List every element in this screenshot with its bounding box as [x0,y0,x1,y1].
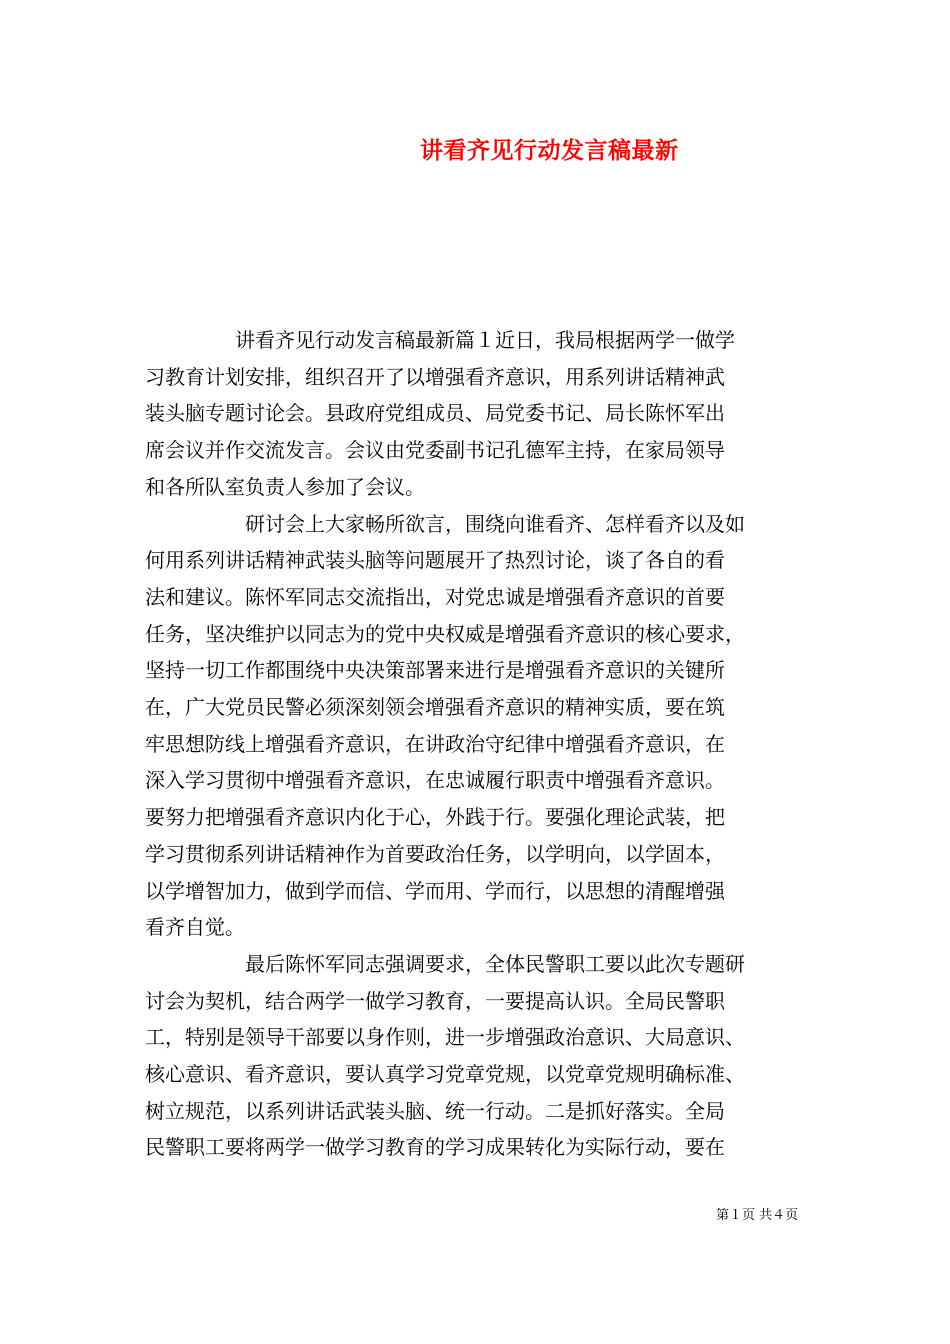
paragraph-line: 牢思想防线上增强看齐意识，在讲政治守纪律中增强看齐意识，在 [145,731,725,756]
document-body [145,322,810,1166]
paragraph-line: 民警职工要将两学一做学习教育的学习成果转化为实际行动，要在 [145,1135,725,1160]
paragraph-line: 和各所队室负责人参加了会议。 [145,474,425,499]
paragraph-line: 学习贯彻系列讲话精神作为首要政治任务，以学明向，以学固本， [145,841,725,866]
paragraph-line: 深入学习贯彻中增强看齐意识，在忠诚履行职责中增强看齐意识。 [145,768,725,793]
paragraph-line: 法和建议。陈怀军同志交流指出，对党忠诚是增强看齐意识的首要 [145,584,725,609]
paragraph-line: 任务，坚决维护以同志为的党中央权威是增强看齐意识的核心要求， [145,621,745,646]
paragraph-line: 核心意识、看齐意识，要认真学习党章党规，以党章党规明确标准、 [145,1062,745,1087]
paragraph-1 [145,322,810,506]
paragraph-3 [145,946,810,1166]
paragraph-line: 坚持一切工作都围绕中央决策部署来进行是增强看齐意识的关键所 [145,658,725,683]
paragraph-line: 装头脑专题讨论会。县政府党组成员、局党委书记、局长陈怀军出 [145,401,725,426]
paragraph-line: 讨会为契机，结合两学一做学习教育，一要提高认识。全局民警职 [145,988,725,1013]
paragraph-line: 习教育计划安排，组织召开了以增强看齐意识，用系列讲话精神武 [145,364,725,389]
paragraph-line: 要努力把增强看齐意识内化于心，外践于行。要强化理论武装，把 [145,805,725,830]
paragraph-line: 看齐自觉。 [145,915,245,940]
paragraph-line: 研讨会上大家畅所欲言，围绕向谁看齐、怎样看齐以及如 [245,511,745,536]
paragraph-line: 何用系列讲话精神武装头脑等问题展开了热烈讨论，谈了各自的看 [145,548,725,573]
document-title: 讲看齐见行动发言稿最新 [420,137,679,164]
paragraph-line: 讲看齐见行动发言稿最新篇１近日，我局根据两学一做学 [235,328,735,352]
paragraph-line: 在，广大党员民警必须深刻领会增强看齐意识的精神实质，要在筑 [145,695,725,720]
paragraph-line: 以学增智加力，做到学而信、学而用、学而行，以思想的清醒增强 [145,878,725,903]
paragraph-line: 最后陈怀军同志强调要求，全体民警职工要以此次专题研 [245,951,745,976]
page-number-footer: 第１页 共４页 [716,1208,799,1223]
paragraph-line: 工，特别是领导干部要以身作则，进一步增强政治意识、大局意识、 [145,1025,745,1050]
paragraph-line: 树立规范，以系列讲话武装头脑、统一行动。二是抓好落实。全局 [145,1098,725,1123]
paragraph-line: 席会议并作交流发言。会议由党委副书记孔德军主持，在家局领导 [145,438,725,463]
paragraph-2 [145,506,810,946]
